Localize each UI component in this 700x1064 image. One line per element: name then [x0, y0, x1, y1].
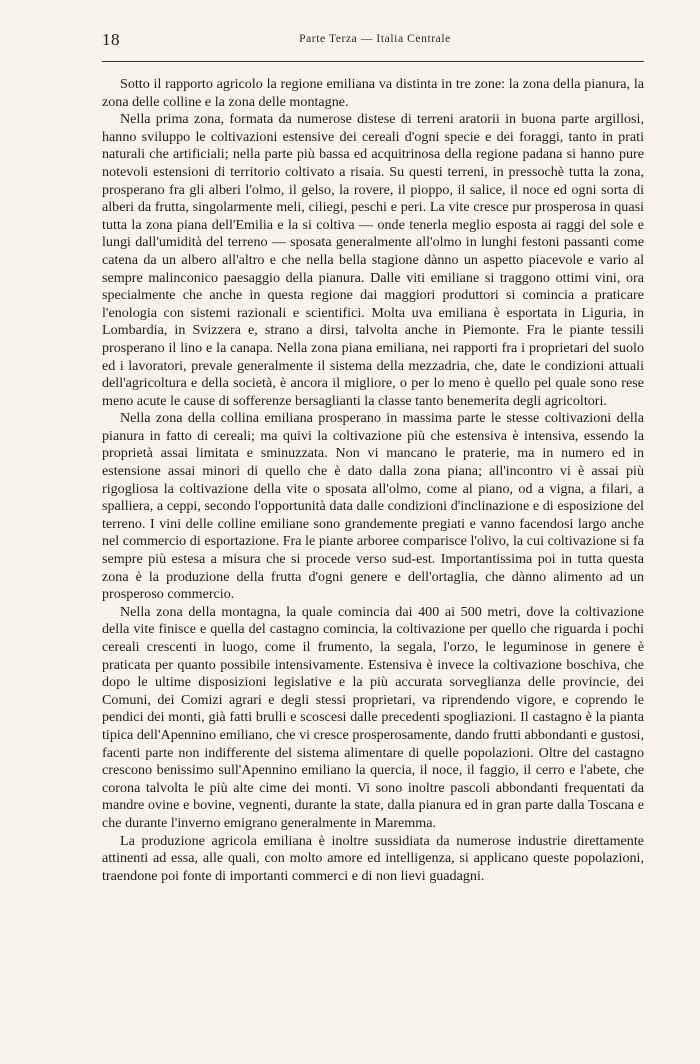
paragraph-4: Nella zona della montagna, la quale comincia dai 400 ai 500 metri, dove la coltivazione della vite finisce e quella del castagno comincia, la coltivazione per quello che riguarda i pochi cereali crescenti in luogo, come il frumento, la segala, l'orzo, le leguminose in genere è praticata per quanto possibile intensivamente. Estensiva è invece la coltivazione boschiva, che dopo le ultime disposizioni legislative e la più accurata sorveglianza delle provincie, dei Comuni, dei Comizi agrari e degli stessi proprietari, va riprendendo vigore, e coprendo le pendici dei monti, già fatti brulli e scoscesi dalle precedenti spogliazioni. Il castagno è la pianta tipica dell'Apennino emiliano, che vi cresce prosperosamente, dando frutti abbondanti e gustosi, facenti parte non indifferente del sistema alimentare di quelle popolazioni. Oltre del castagno crescono benissimo sull'Apennino emiliano la quercia, il noce, il faggio, il cerro e l'abete, che corona talvolta le più alte cime dei monti. Vi sono inoltre pascoli abbondanti frequentati da mandre ovine e bovine, vegnenti, durante la state, dalla pianura ed in gran parte dalla Toscana e che durante l'inverno emigrano generalmente in Maremma.	[102, 603, 644, 831]
paragraph-5: La produzione agricola emiliana è inoltre sussidiata da numerose industrie direttamente attinenti ad essa, alle quali, con molto amore ed intelligenza, si applicano queste popolazioni, traendone poi fonte di importanti commerci e di non lievi guadagni.	[102, 832, 644, 884]
running-head: Parte Terza — Italia Centrale	[299, 33, 451, 45]
paragraph-2: Nella prima zona, formata da numerose distese di terreni aratorii in buona parte argillosi, hanno sviluppo le coltivazioni estensive dei cereali d'ogni specie e dei foraggi, tanto in prati naturali che artificiali; nella parte più bassa ed acquitrinosa della regione padana si hanno pure notevoli estensioni di territorio coltivato a risaia. Su questi terreni, in pressochè tutta la zona, prosperano fra gli alberi l'olmo, il gelso, la rovere, il pioppo, il salice, il noce ed ogni sorta di alberi da frutta, singolarmente meli, ciliegi, peschi e peri. La vite cresce pur prosperosa in quasi tutta la zona piana dell'Emilia e la si coltiva — onde tenerla meglio esposta ai raggi del sole e lungi dall'umidità del terreno — sposata generalmente all'olmo in lunghi festoni passanti come catena da un albero all'altro e che nella bella stagione dànno un aspetto piacevole e vario al sempre malinconico paesaggio della pianura. Dalle viti emiliane si traggono ottimi vini, ora specialmente che anche in questa regione dai maggiori produttori si comincia a praticare l'enologia con sistemi razionali e scientifici. Molta uva emiliana è esportata in Liguria, in Lombardia, in Svizzera e, strano a dirsi, talvolta anche in Piemonte. Fra le piante tessili prosperano il lino e la canapa. Nella zona piana emiliana, nei rapporti fra i proprietari del suolo ed i lavoratori, prevale generalmente il sistema della mezzadria, che, date le condizioni attuali dell'agricoltura e della società, è ancora il migliore, o per lo meno è quello pel quale sono rese meno acute le cause di sofferenze bersaglianti la classe tanto benemerita degli agricoltori.	[102, 111, 644, 409]
paragraph-1: Sotto il rapporto agricolo la regione emiliana va distinta in tre zone: la zona della pianura, la zona delle colline e la zona delle montagne.	[102, 76, 644, 110]
paragraph-3: Nella zona della collina emiliana prosperano in massima parte le stesse coltivazioni della pianura in fatto di cereali; ma quivi la coltivazione più che estensiva è intensiva, essendo la proprietà assai limitata e sminuzzata. Non vi mancano le praterie, ma in numero ed in estensione assai minori di quello che è dato dalla zona piana; all'incontro vi è assai più rigogliosa la coltivazione della vite o sposata all'olmo, come al piano, od a vigna, a filari, a spalliera, a ceppi, secondo l'opportunità data dalle condizioni d'inclinazione e di esposizione del terreno. I vini delle colline emiliane sono grandemente pregiati e vanno facendosi largo anche nel commercio di esportazione. Fra le piante arboree comparisce l'olivo, la cui coltivazione si fa sempre più estesa a misura che si procede verso sud-est. Importantissima poi in tutta questa zona è la produzione della frutta d'ogni genere e dell'ortaglia, che dànno alimento ad un prosperoso commercio.	[102, 410, 644, 603]
page-header	[102, 30, 648, 50]
body-text	[102, 76, 644, 885]
header-rule	[102, 61, 644, 62]
page-number: 18	[102, 30, 120, 49]
